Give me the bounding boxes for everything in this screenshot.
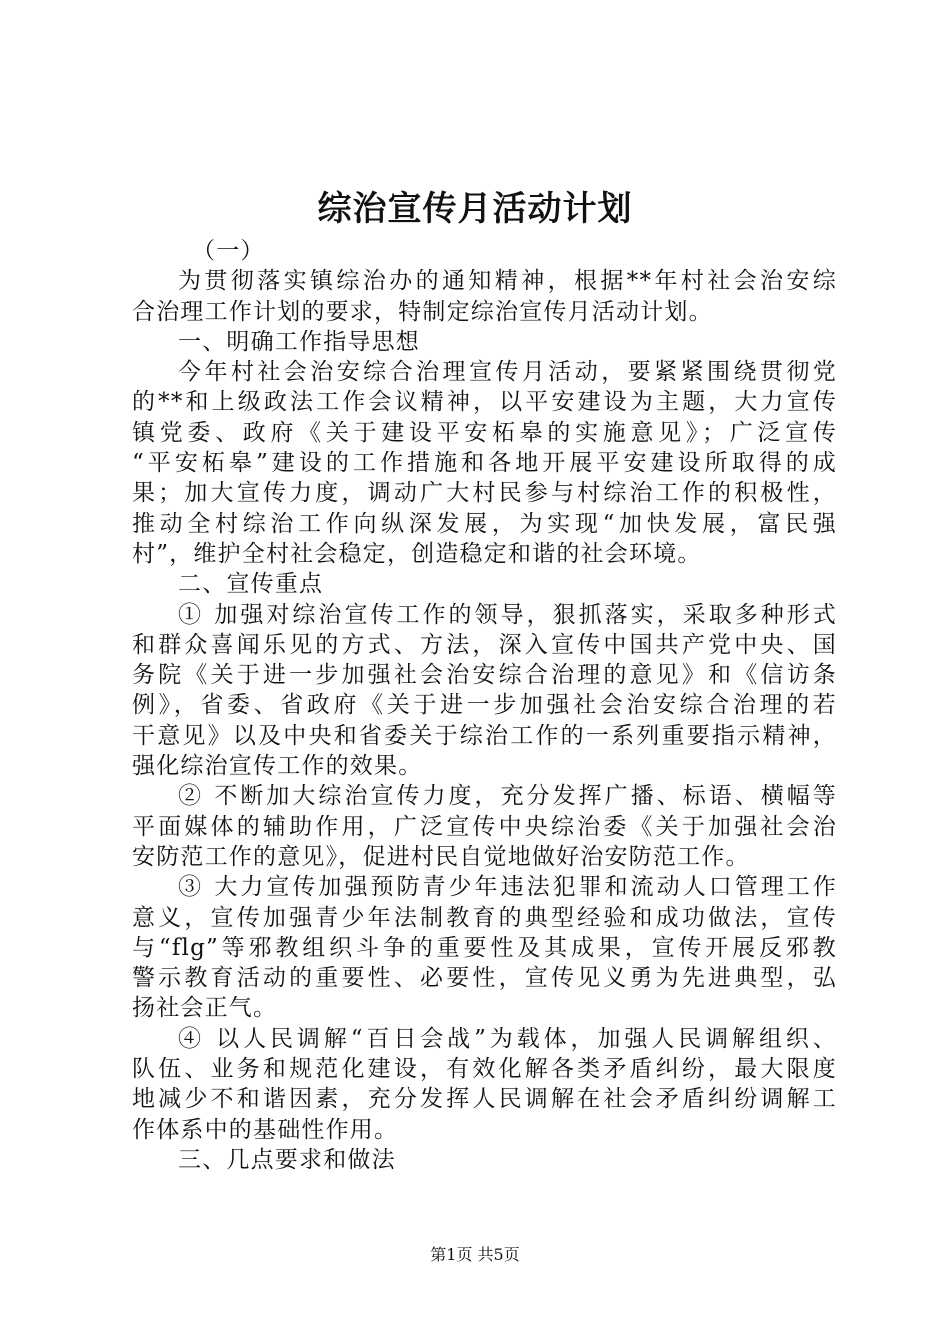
paragraph-line: 镇党委、政府《关于建设平安柘皋的实施意见》；广泛宣传 <box>132 419 837 446</box>
paragraph-line: 干意见》以及中央和省委关于综治工作的一系列重要指示精神， <box>132 722 837 749</box>
paragraph-line: 的**和上级政法工作会议精神，以平安建设为主题，大力宣传 <box>132 389 837 416</box>
section-heading: 二、宣传重点 <box>178 571 324 598</box>
paragraph-line: 作体系中的基础性作用。 <box>132 1116 399 1143</box>
paragraph-line: 合治理工作计划的要求，特制定综治宣传月活动计划。 <box>132 298 713 325</box>
paragraph-line: 务院《关于进一步加强社会治安综合治理的意见》和《信访条 <box>132 662 837 689</box>
paragraph-line: ① 加强对综治宣传工作的领导，狠抓落实，采取多种形式 <box>178 601 837 628</box>
paragraph-line: 和群众喜闻乐见的方式、方法，深入宣传中国共产党中央、国 <box>132 631 837 658</box>
paragraph-line: 扬社会正气。 <box>132 995 278 1022</box>
paragraph-line: ③ 大力宣传加强预防青少年违法犯罪和流动人口管理工作 <box>178 874 837 901</box>
paragraph-line: 平面媒体的辅助作用，广泛宣传中央综治委《关于加强社会治 <box>132 813 837 840</box>
paragraph-line: 为贯彻落实镇综治办的通知精神，根据**年村社会治安综 <box>178 268 837 295</box>
paragraph-line: 安防范工作的意见》，促进村民自觉地做好治安防范工作。 <box>132 843 750 870</box>
paragraph-line: “平安柘皋”建设的工作措施和各地开展平安建设所取得的成 <box>132 450 837 477</box>
paragraph-line: 队伍、业务和规范化建设，有效化解各类矛盾纠纷，最大限度 <box>132 1056 837 1083</box>
paragraph-line: 果；加大宣传力度，调动广大村民参与村综治工作的积极性， <box>132 480 837 507</box>
paragraph-line: 推动全村综治工作向纵深发展，为实现“加快发展，富民强 <box>132 510 837 537</box>
section-number: （一） <box>192 238 265 264</box>
paragraph-line: 例》，省委、省政府《关于进一步加强社会治安综合治理的若 <box>132 692 837 719</box>
paragraph-line: 与“flg”等邪教组织斗争的重要性及其成果，宣传开展反邪教 <box>132 934 837 961</box>
document-title: 综治宣传月活动计划 <box>317 189 633 229</box>
paragraph-line: 警示教育活动的重要性、必要性，宣传见义勇为先进典型，弘 <box>132 965 837 992</box>
paragraph-line: 村”，维护全村社会稳定，创造稳定和谐的社会环境。 <box>132 540 702 567</box>
document-body <box>132 236 837 1175</box>
page-number: 第1页 共5页 <box>430 1245 520 1264</box>
paragraph-line: 强化综治宣传工作的效果。 <box>132 753 423 780</box>
paragraph-line: 地减少不和谐因素，充分发挥人民调解在社会矛盾纠纷调解工 <box>132 1086 837 1113</box>
paragraph-line: ④ 以人民调解“百日会战”为载体，加强人民调解组织、 <box>178 1025 837 1052</box>
section-heading: 一、明确工作指导思想 <box>178 328 420 355</box>
paragraph-line: 今年村社会治安综合治理宣传月活动，要紧紧围绕贯彻党 <box>178 359 837 386</box>
paragraph-line: 意义，宣传加强青少年法制教育的典型经验和成功做法，宣传 <box>132 904 837 931</box>
paragraph-line: ② 不断加大综治宣传力度，充分发挥广播、标语、横幅等 <box>178 783 837 810</box>
section-heading: 三、几点要求和做法 <box>178 1146 396 1173</box>
